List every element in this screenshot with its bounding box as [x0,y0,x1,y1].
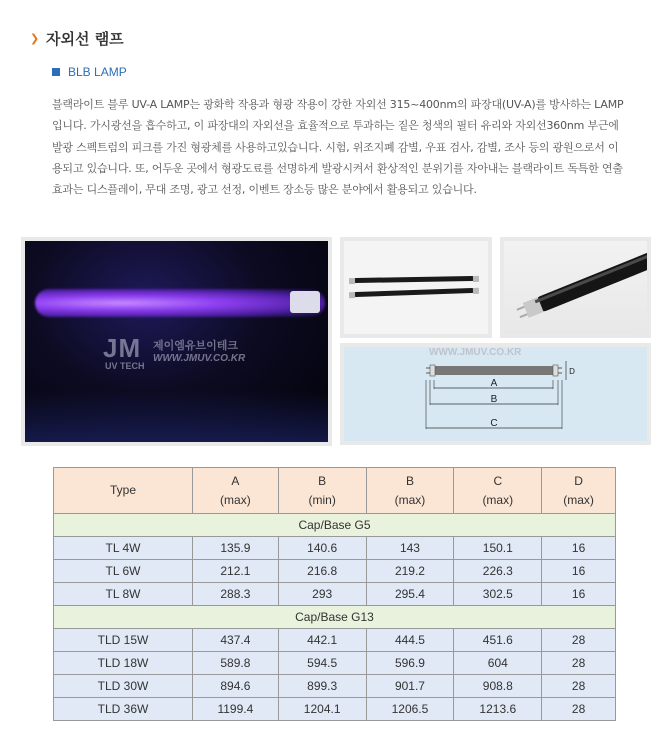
header-col: B (min) [278,468,366,514]
watermark-subtitle: UV TECH [105,361,145,371]
table-row [54,629,616,652]
watermark-url: WWW.JMUV.CO.KR [153,353,246,364]
cell-b-max: 219.2 [366,560,454,583]
floor-reflection [25,391,328,442]
group-label: Cap/Base G13 [54,606,616,629]
cell-b-min: 216.8 [278,560,366,583]
header-type: Type [54,468,193,514]
cell-b-min: 293 [278,583,366,606]
dimension-diagram [340,343,651,445]
table-row [54,675,616,698]
cell-a-max: 288.3 [193,583,279,606]
cell-type: TL 4W [54,537,193,560]
square-bullet-icon [52,68,60,76]
lamp-glow-photo [21,237,332,446]
uv-lamp-glow [35,289,325,317]
cell-b-min: 594.5 [278,652,366,675]
cell-d-max: 16 [542,560,616,583]
header-col: B (max) [366,468,454,514]
cell-a-max: 894.6 [193,675,279,698]
cell-b-min: 442.1 [278,629,366,652]
cell-c-max: 1213.6 [454,698,542,721]
cell-type: TL 6W [54,560,193,583]
cell-d-max: 28 [542,629,616,652]
table-header-row [54,468,616,514]
cell-a-max: 212.1 [193,560,279,583]
cell-c-max: 908.8 [454,675,542,698]
section-title-text: BLB LAMP [68,65,127,79]
cell-type: TL 8W [54,583,193,606]
chevron-right-icon: ❯ [30,31,40,45]
lamp-socket [290,291,320,313]
lamp-closeup-illustration [504,241,647,334]
cell-b-min: 1204.1 [278,698,366,721]
table-row [54,583,616,606]
lamp-tube [354,288,474,297]
cell-d-max: 16 [542,537,616,560]
table-row [54,560,616,583]
cell-d-max: 28 [542,698,616,721]
watermark-company: 제이엠유브이테크 [153,339,239,352]
lamp-tube [354,276,474,283]
watermark-logo: JM [103,333,142,363]
lamp-dimension-drawing [344,347,647,441]
lamp-closeup-photo [500,237,651,338]
header-col: D (max) [542,468,616,514]
cell-b-min: 140.6 [278,537,366,560]
cell-a-max: 437.4 [193,629,279,652]
cell-b-max: 596.9 [366,652,454,675]
cell-b-max: 901.7 [366,675,454,698]
cell-type: TLD 15W [54,629,193,652]
dim-label-a: A [490,378,498,389]
cell-a-max: 135.9 [193,537,279,560]
cell-b-min: 899.3 [278,675,366,698]
lamp-tubes-photo [340,237,492,338]
cell-c-max: 226.3 [454,560,542,583]
spec-table [53,467,616,721]
table-row [54,537,616,560]
cell-b-max: 444.5 [366,629,454,652]
cell-b-max: 1206.5 [366,698,454,721]
cell-c-max: 150.1 [454,537,542,560]
group-label: Cap/Base G5 [54,514,616,537]
cell-a-max: 1199.4 [193,698,279,721]
cell-d-max: 28 [542,652,616,675]
table-row [54,652,616,675]
cell-type: TLD 18W [54,652,193,675]
cell-c-max: 604 [454,652,542,675]
cell-c-max: 302.5 [454,583,542,606]
page-title [30,28,124,49]
group-row-g13 [54,606,616,629]
header-col: C (max) [454,468,542,514]
dim-label-c: C [490,418,498,429]
cell-d-max: 28 [542,675,616,698]
header-col: A (max) [193,468,279,514]
cell-c-max: 451.6 [454,629,542,652]
cell-type: TLD 30W [54,675,193,698]
product-description: 블랙라이트 블루 UV-A LAMP는 광화학 작용과 형광 작용이 강한 자외선 315~400nm의 파장대(UV-A)를 방사하는 LAMP 입니다. 가시광선을 흡수하고, 이 파장대의 자외선을 효율적으로 투과하는 짙은 청색의 필터 유리와 자외선360nm 부근에 발광 스펙트럼의 피크를 가진 형광체를 사용하고있습니다. 시험, 위조지폐 감별, 우표 검사, 감별, 조사 등의 광원으로서 이용되고 있습니다. 또, 어두운 곳에서 형광도료를 선명하게 발광시켜서 환상적인 분위기를 자아내는 블랙라이트 독특한 연출효과는 디스플레이, 무대 조명, 광고 선정, 이벤트 장소등 많은 분야에서 활용되고 있습니다. [52,98,624,197]
cell-d-max: 16 [542,583,616,606]
table-row [54,698,616,721]
page-title-text: 자외선 램프 [46,30,124,48]
section-title [52,65,127,79]
dim-label-d: D [569,367,575,376]
group-row-g5 [54,514,616,537]
dim-label-b: B [490,394,498,405]
watermark-url-diagram: WWW.JMUV.CO.KR [429,347,522,358]
cell-type: TLD 36W [54,698,193,721]
cell-a-max: 589.8 [193,652,279,675]
cell-b-max: 295.4 [366,583,454,606]
cell-b-max: 143 [366,537,454,560]
